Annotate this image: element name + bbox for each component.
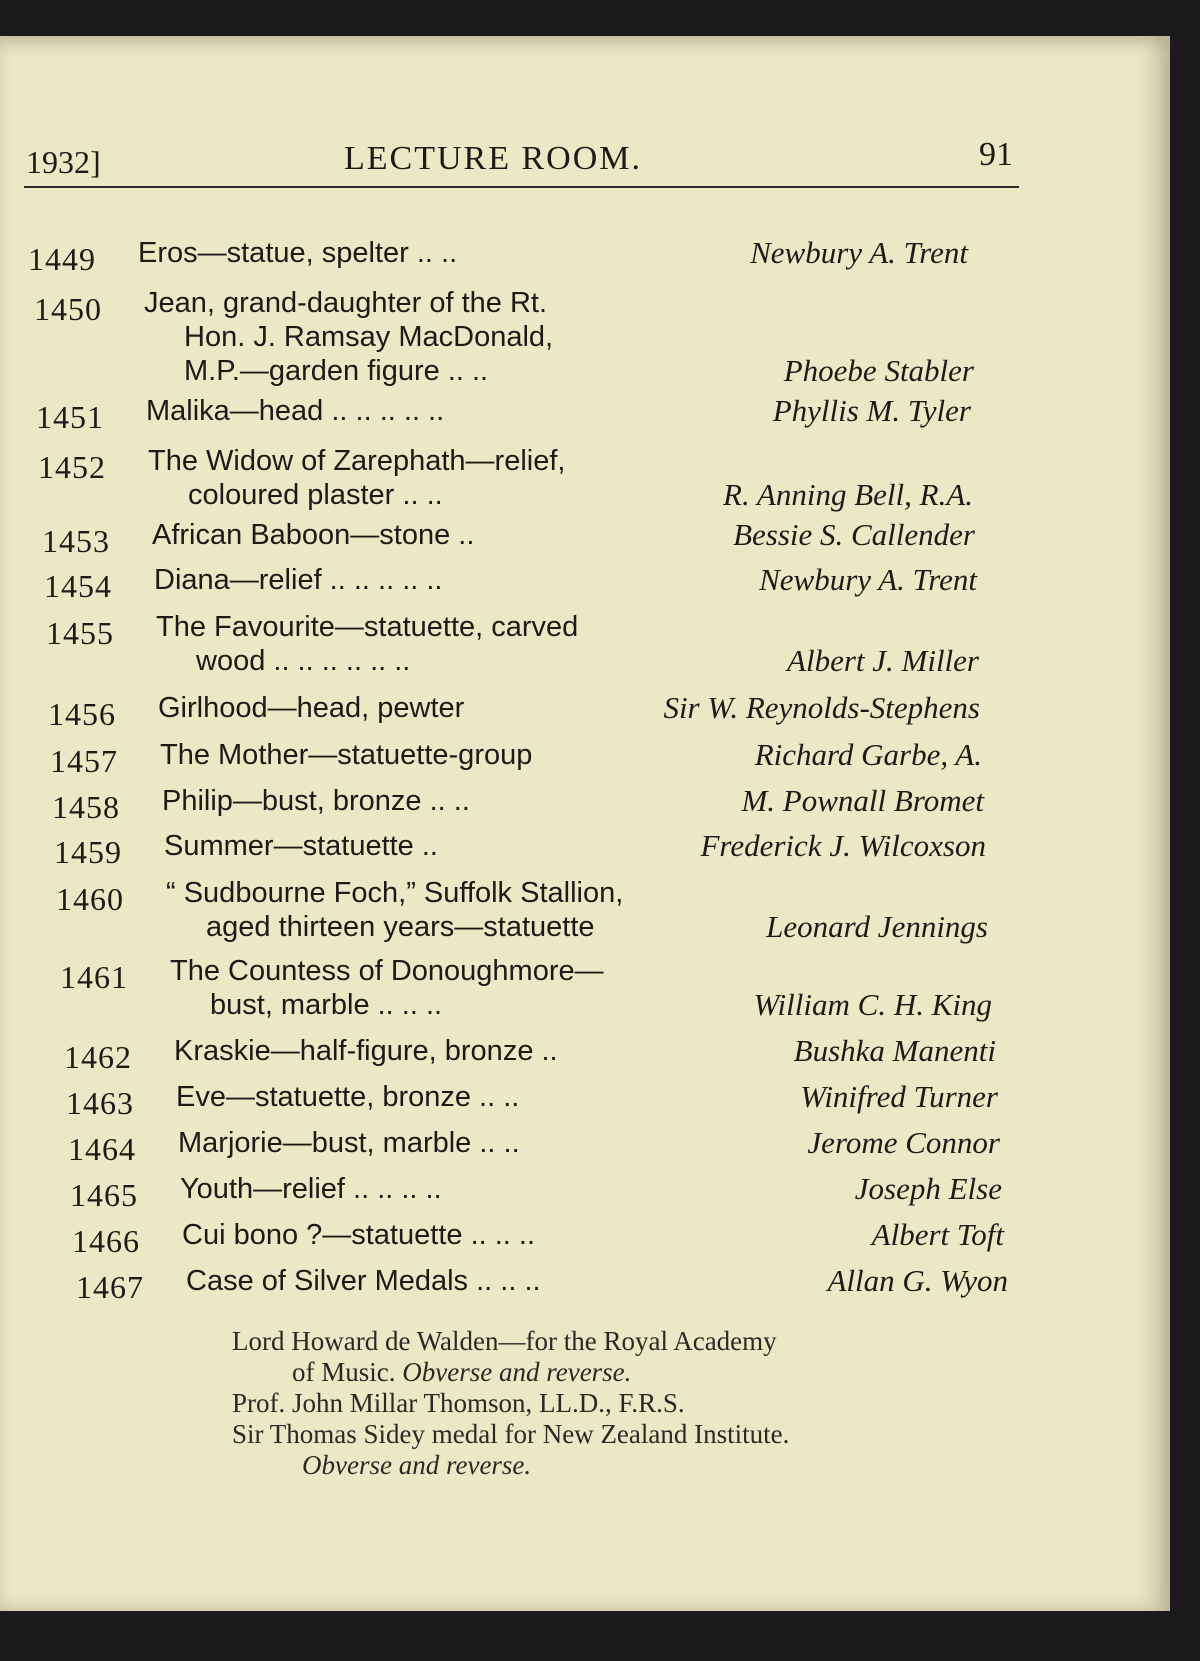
catalogue-entry [66, 1080, 998, 1122]
entry-description [154, 563, 754, 597]
catalogue-entry [36, 394, 971, 436]
entry-artist: William C. H. King [753, 987, 992, 1022]
entry-number: 1450 [34, 291, 102, 327]
entry-number: 1453 [42, 523, 110, 559]
entry-description-line: Eve—statuette, bronze .. .. [176, 1081, 520, 1113]
entry-description [160, 738, 760, 772]
entry-artist: Winifred Turner [800, 1079, 998, 1114]
entry-description [166, 876, 766, 944]
medal-line-3: Prof. John Millar Thomson, LL.D., F.R.S. [232, 1388, 685, 1418]
entry-description-line: Cui bono ?—statuette .. .. .. [182, 1219, 536, 1251]
catalogue-entry [76, 1264, 1008, 1306]
entry-artist: Bessie S. Callender [733, 517, 975, 552]
entry-artist: M. Pownall Bromet [741, 783, 984, 818]
entry-description-line: The Mother—statuette-group [160, 739, 533, 771]
catalogue-entry [44, 563, 977, 605]
entry-artist: Bushka Manenti [793, 1033, 996, 1068]
entry-description-line: Diana—relief .. .. .. .. .. [154, 564, 443, 596]
catalogue-entry [60, 954, 992, 1030]
entry-description [174, 1034, 774, 1068]
entry-artist: R. Anning Bell, R.A. [723, 477, 973, 512]
catalogue-entry [50, 738, 982, 780]
entry-number: 1456 [48, 696, 116, 732]
entry-description-line: Philip—bust, bronze .. .. [162, 785, 470, 817]
catalogue-entry [42, 518, 975, 560]
entry-artist: Albert Toft [871, 1217, 1004, 1252]
entry-description-line: The Favourite—statuette, carved [156, 611, 579, 643]
entry-artist: Newbury A. Trent [750, 235, 968, 270]
entry-description [182, 1218, 782, 1252]
entry-description-line: Marjorie—bust, marble .. .. [178, 1127, 520, 1159]
entry-description-line: coloured plaster .. .. [188, 479, 443, 511]
entry-description-line: Malika—head .. .. .. .. .. [146, 395, 445, 427]
entry-artist: Richard Garbe, A. [754, 737, 982, 772]
entry-description-line: Summer—statuette .. [164, 830, 438, 862]
entry-number: 1467 [76, 1269, 144, 1305]
medal-line-5 [232, 1450, 992, 1481]
entry-artist: Joseph Else [854, 1171, 1002, 1206]
entry-number: 1455 [46, 615, 114, 651]
medal-line-2-italic: Obverse and reverse. [402, 1357, 632, 1387]
medal-line-2-text: of Music. [292, 1357, 396, 1387]
entry-description-line: Jean, grand-daughter of the Rt. [144, 287, 548, 319]
entry-description [170, 954, 770, 1022]
catalogue-entry [38, 444, 973, 520]
entry-description-line: Case of Silver Medals .. .. .. [186, 1265, 541, 1297]
entry-description-line: aged thirteen years—statuette [206, 911, 595, 943]
entry-artist: Leonard Jennings [766, 909, 988, 944]
entry-number: 1464 [68, 1131, 136, 1167]
entry-number: 1457 [50, 743, 118, 779]
book-page [0, 36, 1170, 1611]
entry-description [146, 394, 746, 428]
running-header [24, 136, 1019, 188]
entry-number: 1459 [54, 834, 122, 870]
catalogue-entry [28, 236, 968, 278]
entry-description-line: M.P.—garden figure .. .. [184, 355, 489, 387]
entry-description-line: bust, marble .. .. .. [210, 989, 443, 1021]
entry-description [186, 1264, 786, 1298]
entry-description [148, 444, 748, 512]
header-title: LECTURE ROOM. [344, 140, 642, 177]
entry-description [178, 1126, 778, 1160]
catalogue-entry [46, 610, 979, 686]
entry-description-line: “ Sudbourne Foch,” Suffolk Stallion, [166, 877, 624, 909]
catalogue-entry [68, 1126, 1000, 1168]
entry-number: 1451 [36, 399, 104, 435]
entry-number: 1449 [28, 241, 96, 277]
catalogue-entry [70, 1172, 1002, 1214]
entry-number: 1458 [52, 789, 120, 825]
entry-artist: Phoebe Stabler [783, 353, 974, 388]
medal-description [232, 1326, 992, 1481]
entry-artist: Phyllis M. Tyler [772, 393, 971, 428]
medal-line-2 [232, 1357, 992, 1388]
entry-description [152, 518, 752, 552]
catalogue-entry [72, 1218, 1004, 1260]
catalogue-entry [56, 876, 988, 952]
entry-number: 1454 [44, 568, 112, 604]
entry-artist: Newbury A. Trent [759, 562, 977, 597]
entry-number: 1463 [66, 1085, 134, 1121]
entry-description [156, 610, 756, 678]
entry-description [138, 236, 738, 270]
catalogue-entry [54, 829, 986, 871]
medal-line-5-italic: Obverse and reverse. [302, 1450, 532, 1480]
entry-description-line: The Widow of Zarephath—relief, [148, 445, 566, 477]
entry-artist: Sir W. Reynolds-Stephens [663, 690, 980, 725]
entry-description-line: African Baboon—stone .. [152, 519, 475, 551]
entry-artist: Allan G. Wyon [827, 1263, 1008, 1298]
header-year: 1932] [26, 144, 101, 180]
entry-number: 1460 [56, 881, 124, 917]
catalogue-entry [34, 286, 974, 396]
entry-number: 1466 [72, 1223, 140, 1259]
entry-description [144, 286, 744, 388]
entry-artist: Jerome Connor [807, 1125, 1000, 1160]
catalogue-entry [48, 691, 980, 733]
entry-artist: Albert J. Miller [787, 643, 979, 678]
entry-description-line: wood .. .. .. .. .. .. [196, 645, 411, 677]
entry-description-line: Youth—relief .. .. .. .. [180, 1173, 442, 1205]
entry-number: 1452 [38, 449, 106, 485]
entry-number: 1462 [64, 1039, 132, 1075]
entry-description-line: The Countess of Donoughmore— [170, 955, 604, 987]
medal-line-4: Sir Thomas Sidey medal for New Zealand Institute. [232, 1419, 790, 1449]
entry-artist: Frederick J. Wilcoxson [700, 828, 986, 863]
catalogue-entry [64, 1034, 996, 1076]
entry-description [164, 829, 764, 863]
page-number: 91 [979, 136, 1013, 173]
entry-number: 1461 [60, 959, 128, 995]
entry-description [162, 784, 762, 818]
entry-description [176, 1080, 776, 1114]
catalogue-entry [52, 784, 984, 826]
entry-description-line: Hon. J. Ramsay MacDonald, [184, 321, 554, 353]
medal-line-1: Lord Howard de Walden—for the Royal Academy [232, 1326, 777, 1356]
entry-number: 1465 [70, 1177, 138, 1213]
entry-description-line: Kraskie—half-figure, bronze .. [174, 1035, 558, 1067]
entry-description-line: Eros—statue, spelter .. .. [138, 237, 458, 269]
entry-description-line: Girlhood—head, pewter [158, 692, 465, 724]
entry-description [180, 1172, 780, 1206]
